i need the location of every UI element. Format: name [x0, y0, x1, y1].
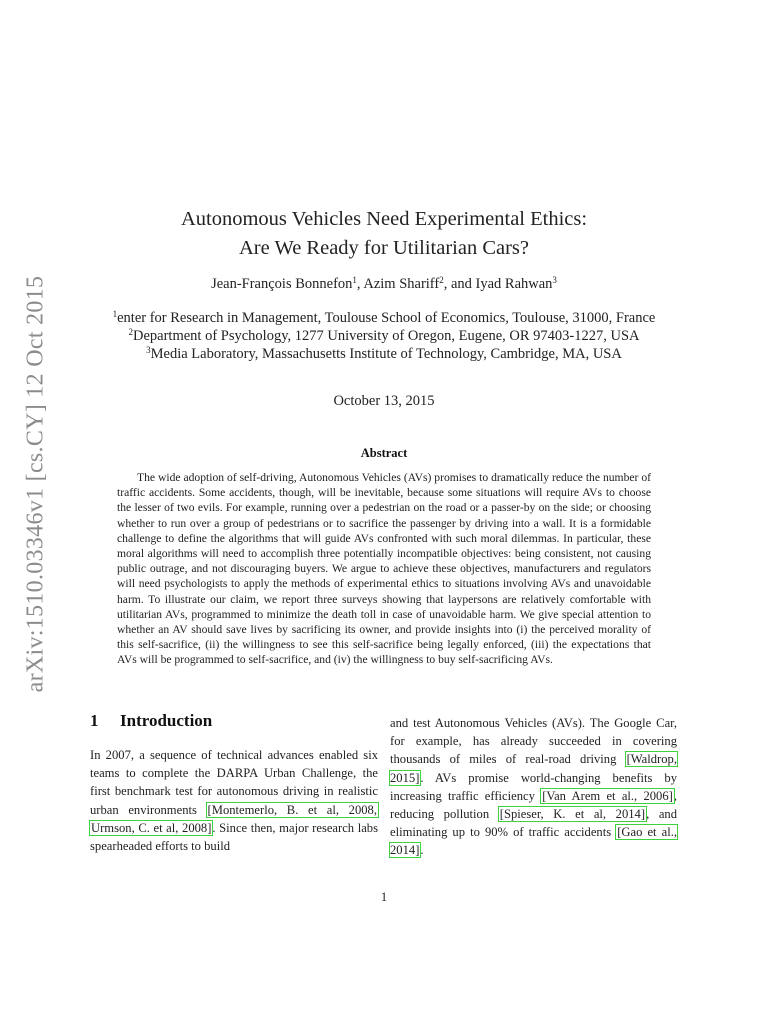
affiliation-mark: 1 [112, 309, 118, 319]
affiliation-text: enter for Research in Management, Toulouse School of Economics, Toulouse, 31000, France [117, 310, 656, 326]
intro-column-left [90, 746, 378, 855]
intro-text: , and eliminating up to 90% of traffic accidents [390, 807, 678, 840]
affiliation-text: Media Laboratory, Massachusetts Institute of Technology, Cambridge, MA, USA [150, 346, 622, 362]
intro-column-right [390, 714, 677, 860]
abstract-heading: Abstract [360, 446, 408, 460]
intro-text: . Since then, major research labs spearheaded efforts to build [90, 820, 378, 854]
title-line-1: Autonomous Vehicles Need Experimental Ethics: [180, 208, 588, 230]
intro-text: . AVs promise world-changing benefits by increasing traffic efficiency [390, 770, 677, 803]
arxiv-stamp-text: arXiv:1510.03346v1 [cs.CY] 12 Oct 2015 [22, 275, 49, 693]
abstract-body: The wide adoption of self-driving, Autonomous Vehicles (AVs) promises to dramatically reduce the number of traffic accidents. Some accidents, though, will be inevitable, because some situations will require AVs to choose the lesser of two evils. For example, running over a pedestrian on the road or a passer-by on the side; or choosing whether to run over a group of pedestrians or to sacrifice the passenger by driving into a wall. It is a formidable challenge to define the algorithms that will guide AVs confronted with such moral dilemmas. In particular, these moral algorithms will need to accomplish three potentially incompatible objectives: being consistent, not causing public outrage, and not discouraging buyers. We argue to achieve these objectives, manufacturers and regulators will need psychologists to apply the methods of experimental ethics to situations involving AVs and unavoidable harm. To illustrate our claim, we report three surveys showing that laypersons are relatively comfortable with utilitarian AVs, programmed to minimize the death toll in case of unavoidable harm. We give special attention to whether an AV should save lives by sacrificing its owner, and provide insights into (i) the perceived morality of this self-sacrifice, (ii) the willingness to see this self-sacrifice being legally enforced, (iii) the expectations that AVs will be programmed to self-sacrifice, and (iv) the willingness to buy self-sacrificing AVs. [117, 471, 651, 667]
author-affiliation-mark: 3 [552, 275, 557, 285]
affiliation-text: Department of Psychology, 1277 University of Oregon, Eugene, OR 97403-1227, USA [133, 328, 640, 344]
citation-link[interactable]: [Van Arem et al., 2006] [542, 788, 673, 803]
citation-link[interactable]: [Spieser, K. et al, 2014] [499, 807, 646, 822]
affiliation-mark: 3 [146, 345, 151, 355]
author-name: Azim Shariff [363, 276, 440, 292]
affiliation-mark: 2 [128, 327, 133, 337]
section-number: 1 [90, 711, 99, 730]
author-name: Jean-François Bonnefon [211, 276, 353, 292]
intro-text: . [420, 843, 424, 858]
title-line-2: Are We Ready for Utilitarian Cars? [239, 237, 529, 259]
author-separator: , and [443, 276, 476, 292]
citation-link[interactable]: Urmson, C. et al, 2008] [91, 820, 212, 835]
arxiv-stamp [20, 268, 52, 700]
author-affiliation-mark: 2 [439, 275, 444, 285]
affiliation-list [70, 309, 698, 363]
citation-link[interactable]: [Waldrop, 2015] [390, 752, 677, 785]
intro-text: , reducing pollution [390, 788, 677, 822]
author-affiliation-mark: 1 [352, 275, 357, 285]
paper-title [100, 205, 668, 263]
affiliation-line [70, 345, 698, 363]
page-number: 1 [380, 890, 388, 904]
author-separator: , [356, 276, 364, 292]
affiliation-line [70, 327, 698, 345]
author-list [84, 276, 684, 293]
author-name: Iyad Rahwan [475, 276, 553, 292]
intro-text: In 2007, a sequence of technical advances enabled six teams to complete the DARPA Urban Challenge, the first benchmark test for autonomous driving in realistic urban environments [90, 748, 378, 817]
citation-link[interactable]: [Montemerlo, B. et al, 2008, [207, 802, 377, 817]
section-title: Introduction [120, 711, 213, 730]
citation-link[interactable]: [Gao et al., 2014] [390, 825, 677, 858]
intro-text: and test Autonomous Vehicles (AVs). The Google Car, for example, has already succeeded in covering thousands of miles of real-road driving [390, 716, 677, 767]
affiliation-line [70, 309, 698, 327]
section-heading [90, 711, 212, 731]
publication-date: October 13, 2015 [333, 393, 435, 409]
